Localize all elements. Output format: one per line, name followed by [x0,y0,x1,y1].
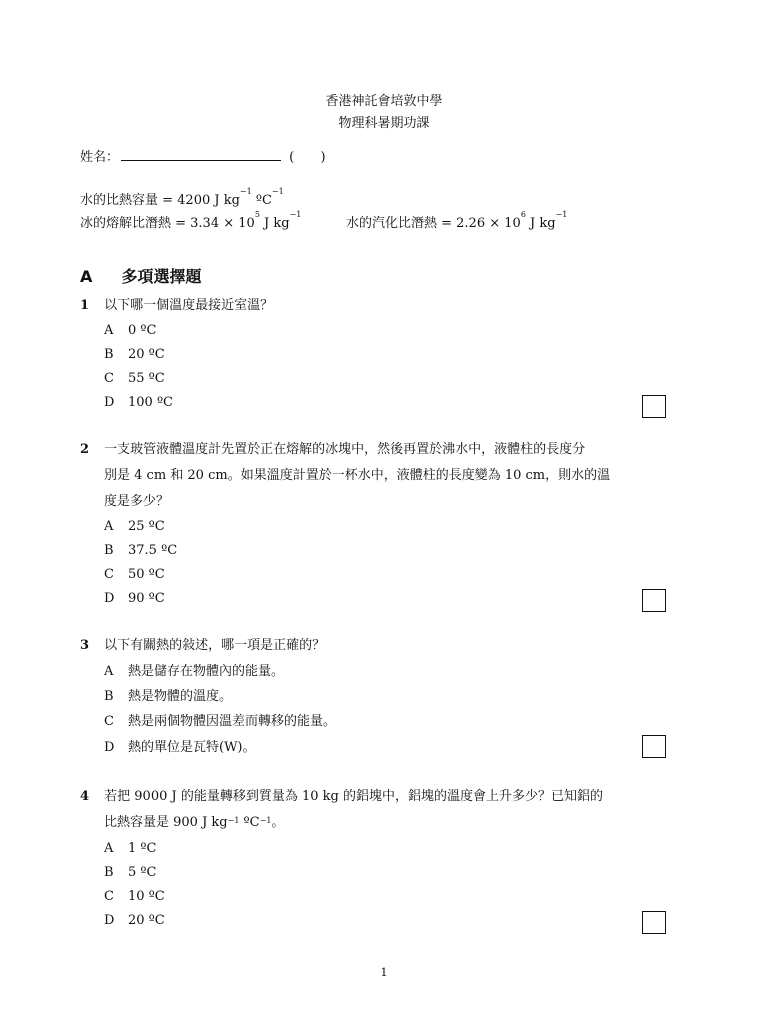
option-4c[interactable] [104,884,165,909]
section-letter: A [80,267,93,286]
name-blank[interactable] [121,148,281,161]
exp: −1 [289,210,302,219]
option-letter: B [104,543,114,558]
option-letter: A [104,841,114,856]
option-text: 0 ºC [128,323,157,338]
page-number: 1 [380,966,388,979]
constant-water-vap [346,212,567,231]
option-1b[interactable] [104,342,165,367]
answer-box-3[interactable] [642,735,666,758]
option-4b[interactable] [104,860,156,885]
name-label: 姓名： [80,150,120,165]
unit: J kg [525,216,556,231]
punctuation: 。 [271,815,285,830]
option-text: 55 ºC [128,371,165,386]
option-text: 37.5 ºC [128,543,178,558]
option-letter: D [104,395,115,410]
option-text: 熱是兩個物體因溫差而轉移的能量。 [128,714,337,729]
option-letter: A [104,323,114,338]
option-3b[interactable] [104,684,232,709]
option-text: 熱的單位是瓦特(W)。 [128,740,256,755]
option-text: 熱是物體的溫度。 [128,689,233,704]
question-1 [80,293,273,318]
question-number: 3 [80,638,90,653]
constant-water-shc-text: 水的比熱容量 = 4200 J kg [80,193,240,208]
option-letter: C [104,889,114,904]
name-line [80,146,326,165]
unit: J kg [259,216,290,231]
option-text: 1 ºC [128,841,157,856]
question-text: 以下有關熱的敍述，哪一項是正確的？ [104,638,326,653]
answer-box-4[interactable] [642,911,666,934]
constant-water-vap-text: 水的汽化比潛熱 = 2.26 × 10 [346,216,521,231]
question-text: 若把 9000 J 的能量轉移到質量為 10 kg 的鋁塊中，鋁塊的溫度會上升多少？已知鋁的 [104,789,603,804]
option-1a[interactable] [104,318,156,343]
option-text: 5 ºC [128,865,157,880]
section-title: 多項選擇題 [121,267,202,286]
option-4d[interactable] [104,908,165,933]
constant-ice-fusion-text: 冰的熔解比潛熱 = 3.34 × 10 [80,216,255,231]
option-text: 90 ºC [128,591,165,606]
unit: ºC [239,815,260,830]
option-1c[interactable] [104,366,165,391]
option-letter: D [104,591,115,606]
exp: −1 [239,187,252,196]
exp: 6 [520,210,526,219]
exp: −1 [227,816,240,825]
option-2a[interactable] [104,514,165,539]
option-text: 熱是儲存在物體內的能量。 [128,664,285,679]
option-letter: B [104,689,114,704]
option-letter: D [104,913,115,928]
option-3d[interactable] [104,735,256,760]
option-2c[interactable] [104,562,165,587]
constant-ice-fusion [80,212,301,231]
option-letter: C [104,371,114,386]
question-number: 1 [80,298,90,313]
option-letter: C [104,567,114,582]
option-text: 20 ºC [128,347,165,362]
exp: −1 [259,816,272,825]
question-3 [80,633,325,658]
option-text: 20 ºC [128,913,165,928]
question-2-line-3: 度是多少？ [104,494,170,509]
option-text: 10 ºC [128,889,165,904]
answer-box-2[interactable] [642,589,666,612]
option-text: 25 ºC [128,519,165,534]
paren-close: ) [320,150,326,165]
option-3a[interactable] [104,659,284,684]
option-text: 100 ºC [128,395,174,410]
option-letter: C [104,714,114,729]
exp: 5 [254,210,260,219]
section-heading [80,264,202,287]
exp: −1 [555,210,568,219]
subject-title: 物理科暑期功課 [338,116,430,131]
option-letter: A [104,519,114,534]
question-text: 以下哪一個溫度最接近室溫？ [104,298,274,313]
question-text: 一支玻管液體溫度計先置於正在熔解的冰塊中，然後再置於沸水中，液體柱的長度分 [104,442,586,457]
option-letter: D [104,740,115,755]
question-2-line-2: 別是 4 cm 和 20 cm。如果溫度計置於一杯水中，液體柱的長度變為 10 cm，則水的溫 [104,468,611,483]
option-3c[interactable] [104,709,336,734]
school-name: 香港神託會培敦中學 [325,94,443,109]
option-4a[interactable] [104,836,156,861]
option-letter: A [104,664,114,679]
question-text: 比熱容量是 900 J kg [104,815,228,830]
paren-open: ( [289,150,295,165]
option-2d[interactable] [104,586,165,611]
option-letter: B [104,347,114,362]
constant-water-shc [80,189,284,208]
option-text: 50 ºC [128,567,165,582]
question-2 [80,437,585,462]
question-4-line-2 [104,810,284,835]
option-1d[interactable] [104,390,173,415]
question-number: 4 [80,789,90,804]
option-letter: B [104,865,114,880]
option-2b[interactable] [104,538,177,563]
unit: ºC [251,193,272,208]
exp: −1 [271,187,284,196]
question-4 [80,784,603,809]
question-number: 2 [80,442,90,457]
answer-box-1[interactable] [642,395,666,418]
